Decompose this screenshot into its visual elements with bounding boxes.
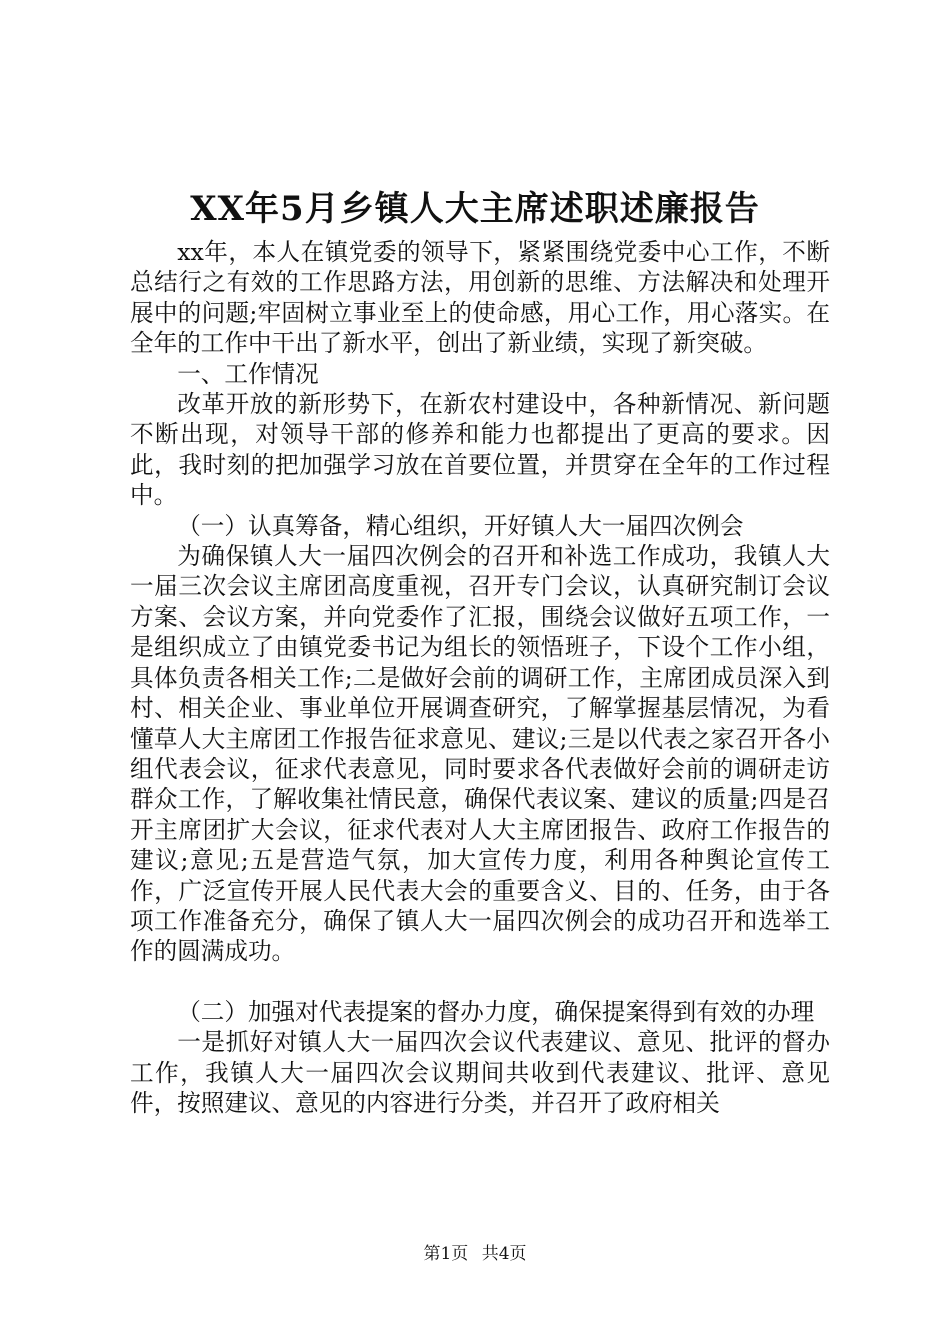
paragraph-proposal-supervision: 一是抓好对镇人大一届四次会议代表建议、意见、批评的督办工作，我镇人大一届四次会议期间共收到代表建议、批评、意见件，按照建议、意见的内容进行分类，并召开了政府相关: [130, 1028, 830, 1117]
page-total: 共4页: [481, 1244, 527, 1264]
paragraph-intro: xx年，本人在镇党委的领导下，紧紧围绕党委中心工作，不断总结行之有效的工作思路方法，用创新的思维、方法解决和处理开展中的问题;牢固树立事业至上的使命感，用心工作，用心落实。在全年的工作中干出了新水平，创出了新业绩，实现了新突破。: [130, 238, 830, 358]
page-number: 第1页: [423, 1244, 469, 1264]
section-heading-work-situation: 一、工作情况: [177, 359, 319, 388]
subsection-heading-1: （一）认真筹备，精心组织，开好镇人大一届四次例会: [177, 511, 744, 540]
document-body: [130, 237, 830, 1118]
page-footer: [0, 1242, 950, 1266]
document-title: XX年5月乡镇人大主席述职述廉报告: [190, 189, 760, 229]
paragraph-study: 改革开放的新形势下，在新农村建设中，各种新情况、新问题不断出现，对领导干部的修养和能力也都提出了更高的要求。因此，我时刻的把加强学习放在首要位置，并贯穿在全年的工作过程中。: [130, 390, 830, 510]
subsection-heading-2: （二）加强对代表提案的督办力度，确保提案得到有效的办理: [177, 997, 815, 1026]
paragraph-meeting-preparation: 为确保镇人大一届四次例会的召开和补选工作成功，我镇人大一届三次会议主席团高度重视，召开专门会议，认真研究制订会议方案、会议方案，并向党委作了汇报，围绕会议做好五项工作，一是组织成立了由镇党委书记为组长的领悟班子，下设个工作小组，具体负责各相关工作;二是做好会前的调研工作，主席团成员深入到村、相关企业、事业单位开展调查研究，了解掌握基层情况，为看懂草人大主席团工作报告征求意见、建议;三是以代表之家召开各小组代表会议，征求代表意见，同时要求各代表做好会前的调研走访群众工作，了解收集社情民意，确保代表议案、建议的质量;四是召开主席团扩大会议，征求代表对人大主席团报告、政府工作报告的建议;意见;五是营造气氛，加大宣传力度，利用各种舆论宣传工作，广泛宣传开展人民代表大会的重要含义、目的、任务，由于各项工作准备充分，确保了镇人大一届四次例会的成功召开和选举工作的圆满成功。: [130, 542, 830, 966]
